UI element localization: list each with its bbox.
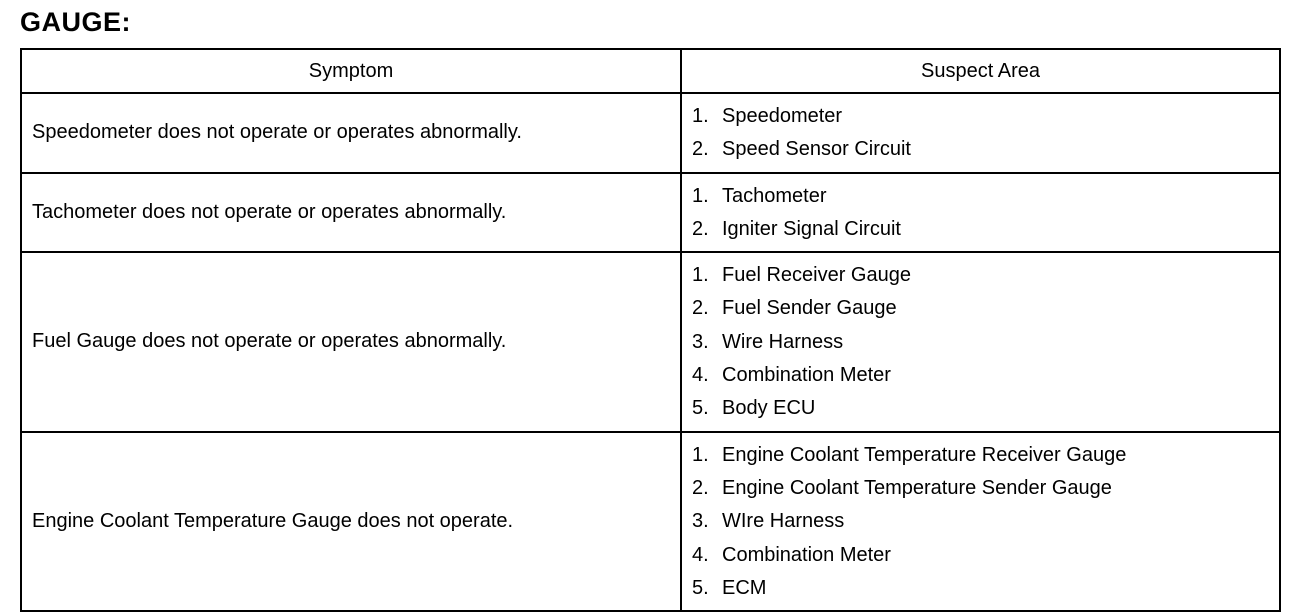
item-text: Combination Meter (722, 543, 891, 566)
item-text: ECM (722, 576, 767, 599)
item-text: Igniter Signal Circuit (722, 217, 901, 240)
item-number: 2. (692, 138, 709, 161)
suspect-area-cell (681, 93, 1280, 173)
suspect-area-item (682, 133, 1279, 166)
suspect-area-item (682, 180, 1279, 213)
item-number: 1. (692, 264, 709, 287)
suspect-area-item (682, 359, 1279, 392)
item-text: Speedometer (722, 105, 843, 127)
symptom-cell: Fuel Gauge does not operate or operates abnormally. (21, 252, 681, 431)
item-text: Speed Sensor Circuit (722, 138, 911, 161)
suspect-area-cell (681, 432, 1280, 611)
item-number: 3. (692, 510, 709, 533)
suspect-area-item (682, 572, 1279, 605)
item-text: Combination Meter (722, 364, 891, 387)
suspect-area-item (682, 539, 1279, 572)
table-row (21, 173, 1280, 253)
item-text: Tachometer (722, 184, 827, 207)
symptom-cell: Engine Coolant Temperature Gauge does not operate. (21, 432, 681, 611)
item-text: Engine Coolant Temperature Receiver Gauge (722, 443, 1127, 466)
gauge-table (20, 48, 1281, 612)
suspect-area-item (682, 213, 1279, 246)
suspect-area-item (682, 259, 1279, 292)
suspect-area-item (682, 472, 1279, 505)
suspect-area-item (682, 292, 1279, 325)
item-number: 5. (692, 576, 709, 599)
item-number: 5. (692, 397, 709, 420)
suspect-area-item (682, 100, 1279, 133)
item-text: WIre Harness (722, 510, 845, 533)
item-text: Fuel Sender Gauge (722, 297, 897, 320)
item-number: 1. (692, 184, 709, 207)
item-text: Wire Harness (722, 330, 844, 353)
item-text: Body ECU (722, 397, 816, 420)
table-row (21, 93, 1280, 173)
symptom-cell: Speedometer does not operate or operates abnormally. (21, 93, 681, 173)
table-row (21, 432, 1280, 611)
item-number: 3. (692, 330, 709, 353)
suspect-area-item (682, 505, 1279, 538)
table-header-row (21, 49, 1280, 93)
suspect-area-item (682, 326, 1279, 359)
item-number: 2. (692, 217, 709, 240)
item-number: 2. (692, 476, 709, 499)
item-number: 1. (692, 443, 709, 466)
symptom-header: Symptom (21, 49, 681, 93)
suspect-area-item (682, 392, 1279, 425)
item-text: Fuel Receiver Gauge (722, 264, 911, 287)
table-row (21, 252, 1280, 431)
suspect-area-cell (681, 252, 1280, 431)
item-text: Engine Coolant Temperature Sender Gauge (722, 476, 1112, 499)
symptom-cell: Tachometer does not operate or operates abnormally. (21, 173, 681, 253)
suspect-area-item (682, 439, 1279, 472)
item-number: 2. (692, 297, 709, 320)
item-number: 4. (692, 364, 709, 387)
item-number: 4. (692, 543, 709, 566)
suspect-area-header: Suspect Area (681, 49, 1280, 93)
table-body (21, 93, 1280, 611)
item-number: 1. (692, 105, 709, 127)
suspect-area-cell (681, 173, 1280, 253)
page-title: GAUGE: (20, 7, 131, 37)
